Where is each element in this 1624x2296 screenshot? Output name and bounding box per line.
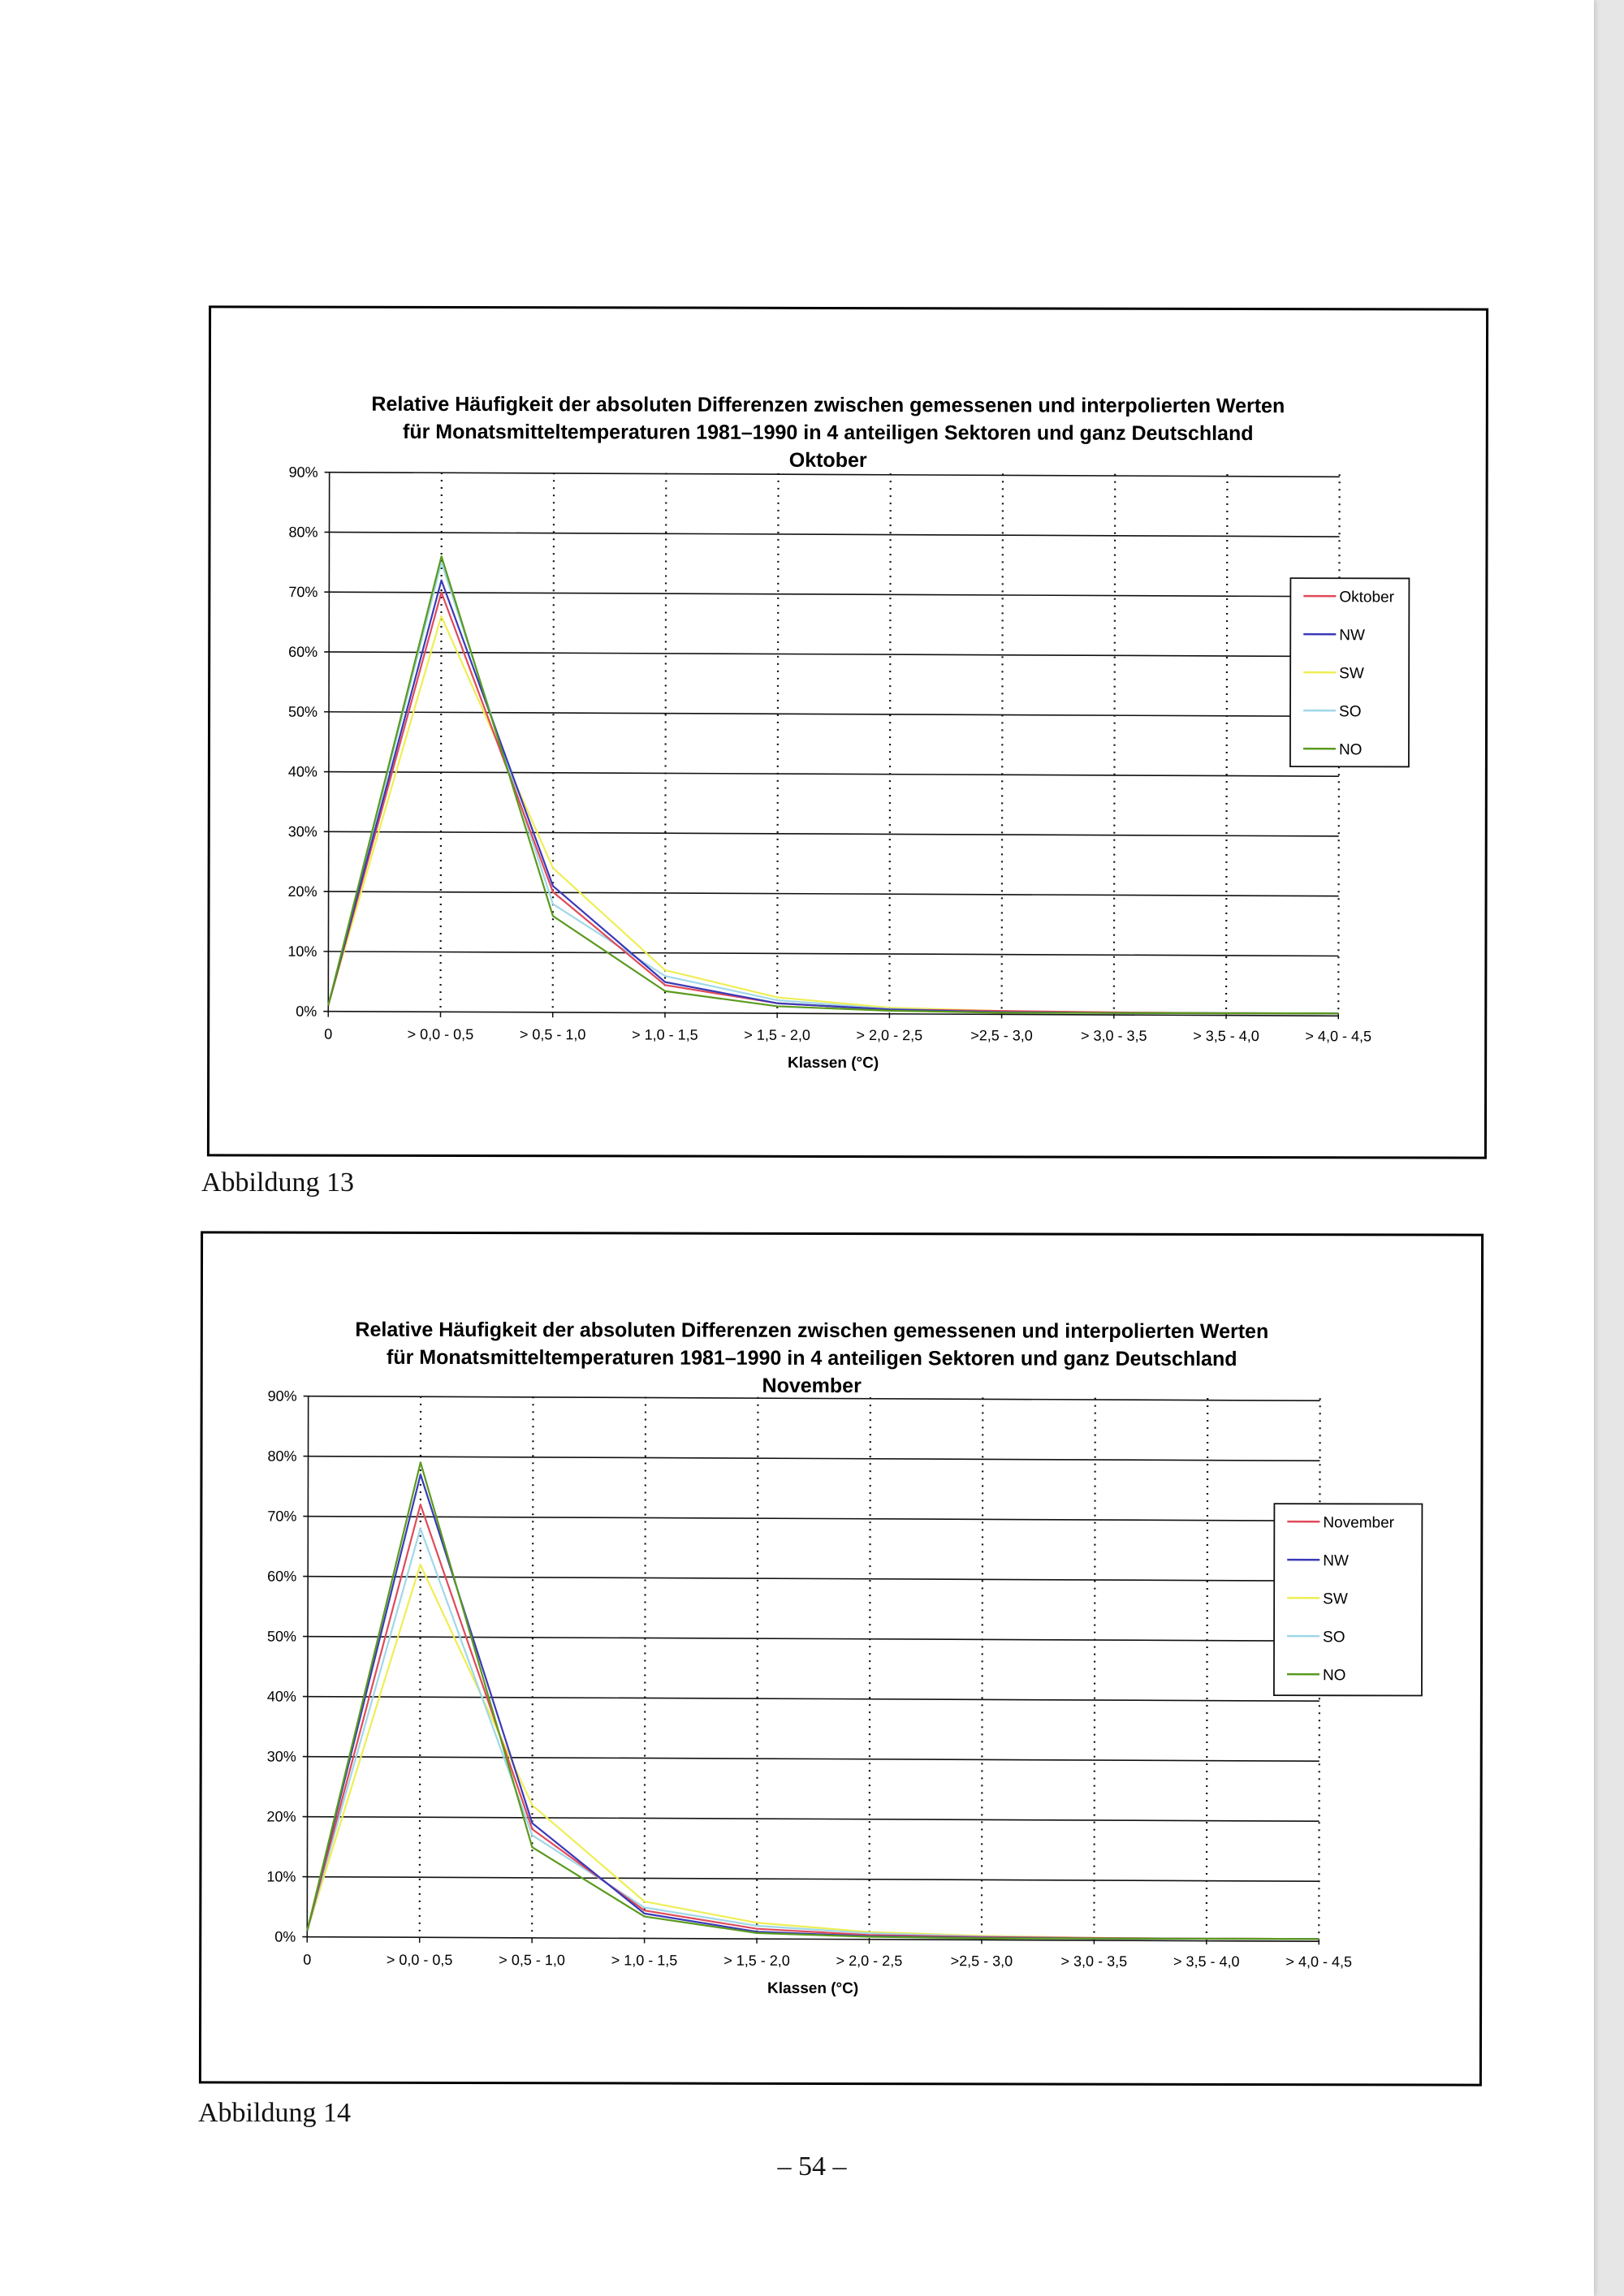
- series-line-november: [307, 1504, 1320, 1939]
- chart-title-line-2: für Monatsmitteltemperaturen 1981–1990 in 4 anteiligen Sektoren und ganz Deutschland: [402, 420, 1254, 446]
- x-gridline-dotted: [553, 473, 554, 1012]
- x-tick-label: > 3,0 - 3,5: [1060, 1953, 1128, 1970]
- x-gridline-dotted: [1114, 474, 1115, 1013]
- y-tick-label: 60%: [288, 643, 318, 660]
- y-tick-label: 40%: [287, 763, 317, 780]
- x-tick-label: > 2,0 - 2,5: [856, 1027, 923, 1044]
- legend-label: NW: [1323, 1552, 1349, 1570]
- x-tick-label: > 3,5 - 4,0: [1193, 1027, 1259, 1045]
- y-gridline: [304, 1457, 1320, 1461]
- chart-oktober: [209, 308, 1486, 1156]
- x-tick-label: > 0,5 - 1,0: [499, 1952, 565, 1969]
- y-tick-label: 20%: [287, 883, 317, 900]
- y-tick-label: 70%: [288, 584, 318, 601]
- page-number: – 54 –: [777, 2151, 847, 2182]
- x-gridline-dotted: [441, 473, 442, 1012]
- x-tick-label: > 0,5 - 1,0: [519, 1026, 586, 1043]
- figure-13-caption: Abbildung 13: [201, 1167, 354, 1198]
- y-tick-label: 10%: [287, 943, 317, 960]
- y-gridline: [324, 831, 1339, 836]
- y-gridline: [324, 592, 1339, 597]
- series-line-so: [328, 562, 1339, 1013]
- y-tick-label: 10%: [266, 1868, 296, 1885]
- x-gridline-dotted: [777, 473, 778, 1012]
- y-tick-label: 0%: [296, 1003, 317, 1020]
- x-axis-label: Klassen (°C): [788, 1054, 879, 1072]
- chart-legend: [1290, 578, 1409, 766]
- x-tick-label: 0: [303, 1951, 312, 1968]
- y-gridline: [324, 772, 1339, 777]
- y-gridline: [324, 891, 1339, 896]
- y-tick-label: 40%: [266, 1688, 296, 1705]
- series-line-sw: [307, 1564, 1320, 1939]
- figure-14-caption: Abbildung 14: [198, 2098, 351, 2128]
- y-tick-label: 80%: [267, 1448, 297, 1465]
- legend-label: NO: [1338, 741, 1363, 759]
- x-axis-label: Klassen (°C): [767, 1979, 859, 1998]
- y-gridline: [303, 1517, 1320, 1521]
- y-gridline: [325, 473, 1340, 477]
- y-tick-label: 70%: [267, 1508, 297, 1525]
- x-gridline-dotted: [665, 473, 666, 1012]
- y-tick-label: 80%: [288, 524, 318, 541]
- series-line-nw: [328, 580, 1339, 1013]
- y-gridline: [303, 1757, 1320, 1762]
- figure-13-chart-frame: [207, 305, 1488, 1159]
- x-tick-label: > 1,0 - 1,5: [632, 1026, 698, 1043]
- y-tick-label: 50%: [287, 703, 318, 720]
- x-tick-label: > 4,0 - 4,5: [1285, 1953, 1353, 1970]
- y-gridline: [325, 532, 1340, 537]
- x-gridline-dotted: [1094, 1398, 1095, 1939]
- x-tick-label: > 3,0 - 3,5: [1080, 1027, 1147, 1044]
- legend-label: NO: [1322, 1667, 1346, 1685]
- x-gridline-dotted: [1002, 473, 1003, 1012]
- y-tick-label: 30%: [287, 823, 317, 840]
- x-gridline-dotted: [982, 1397, 983, 1938]
- chart-title-line-2: für Monatsmitteltemperaturen 1981–1990 in 4 anteiligen Sektoren und ganz Deutschland: [386, 1345, 1237, 1371]
- x-tick-label: >2,5 - 3,0: [950, 1953, 1013, 1970]
- chart-title-line-3: November: [762, 1374, 862, 1398]
- y-tick-label: 30%: [266, 1748, 296, 1765]
- y-gridline: [303, 1697, 1320, 1702]
- y-gridline: [303, 1817, 1320, 1822]
- figure-14-chart-frame: [199, 1231, 1484, 2086]
- legend-label: Oktober: [1339, 589, 1394, 606]
- x-tick-label: > 2,0 - 2,5: [836, 1952, 903, 1970]
- y-tick-label: 50%: [267, 1628, 297, 1645]
- series-line-no: [328, 556, 1339, 1013]
- legend-label: SW: [1323, 1590, 1348, 1608]
- y-gridline: [324, 652, 1339, 657]
- legend-label: SO: [1323, 1629, 1345, 1646]
- y-gridline: [323, 952, 1338, 956]
- legend-label: SO: [1339, 703, 1362, 721]
- x-gridline-dotted: [645, 1396, 646, 1937]
- legend-box: [1274, 1504, 1422, 1695]
- x-gridline-dotted: [889, 473, 890, 1012]
- chart-title-line-1: Relative Häufigkeit der absoluten Differenzen zwischen gemessenen und interpolierten Werten: [355, 1318, 1269, 1344]
- x-tick-label: > 0,0 - 0,5: [407, 1025, 474, 1043]
- x-tick-label: >2,5 - 3,0: [970, 1027, 1033, 1044]
- x-gridline-dotted: [532, 1396, 533, 1937]
- y-tick-label: 20%: [266, 1808, 296, 1825]
- x-tick-label: > 1,5 - 2,0: [723, 1952, 790, 1969]
- chart-legend: [1274, 1504, 1422, 1695]
- x-gridline-dotted: [1226, 474, 1227, 1013]
- legend-label: NW: [1339, 627, 1365, 645]
- x-tick-label: > 0,0 - 0,5: [386, 1951, 453, 1968]
- y-tick-label: 90%: [288, 464, 318, 481]
- x-tick-label: 0: [324, 1025, 333, 1042]
- y-gridline: [324, 712, 1339, 717]
- y-tick-label: 0%: [274, 1928, 296, 1945]
- chart-title-line-3: Oktober: [788, 448, 867, 473]
- y-tick-label: 60%: [267, 1568, 297, 1585]
- legend-label: November: [1323, 1514, 1395, 1532]
- y-gridline: [302, 1877, 1319, 1882]
- series-line-nw: [307, 1474, 1320, 1939]
- x-tick-label: > 1,0 - 1,5: [611, 1952, 678, 1969]
- x-tick-label: > 4,0 - 4,5: [1305, 1028, 1372, 1045]
- x-tick-label: > 1,5 - 2,0: [744, 1026, 810, 1043]
- y-tick-label: 90%: [267, 1388, 297, 1405]
- x-gridline-dotted: [757, 1397, 758, 1938]
- y-axis-line: [307, 1396, 308, 1937]
- x-tick-label: > 3,5 - 4,0: [1173, 1953, 1240, 1970]
- chart-title-line-1: Relative Häufigkeit der absoluten Differenzen zwischen gemessenen und interpolierten Werten: [371, 392, 1285, 418]
- y-axis-line: [328, 473, 329, 1012]
- legend-label: SW: [1339, 665, 1364, 683]
- chart-november: [201, 1233, 1481, 2083]
